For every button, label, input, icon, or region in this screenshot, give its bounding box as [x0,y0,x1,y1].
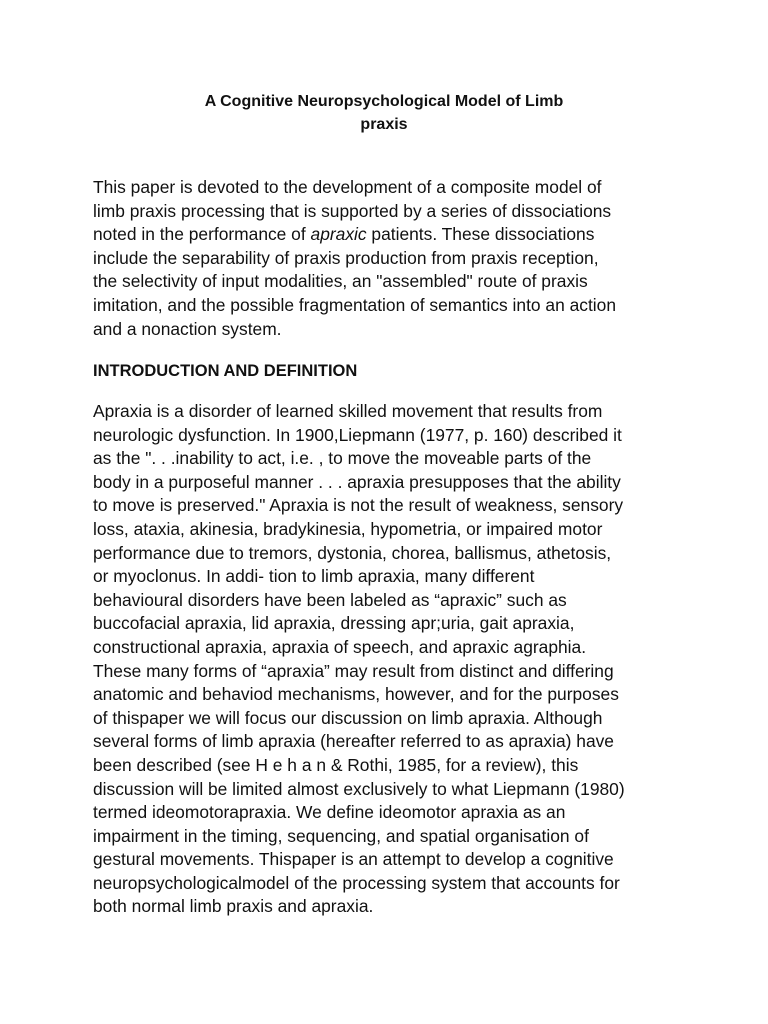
intro-line: performance due to tremors, dystonia, chorea, ballismus, athetosis, [93,542,612,563]
intro-line: neurologic dysfunction. In 1900,Liepmann (1977, p. 160) described it [93,424,622,445]
intro-line: of thispaper we will focus our discussion on limb apraxia. Although [93,707,603,728]
introduction-paragraph [93,400,683,919]
intro-line: been described (see H e h a n & Rothi, 1985, for a review), this [93,754,579,775]
abstract-line: the selectivity of input modalities, an "assembled" route of praxis [93,271,588,292]
intro-line: termed ideomotorapraxia. We define ideomotor apraxia as an [93,802,566,823]
intro-line: body in a purposeful manner . . . apraxia presupposes that the ability [93,471,621,492]
intro-line: as the ". . .inability to act, i.e. , to move the moveable parts of the [93,448,592,469]
abstract-line-3-end: patients. These dissociations [366,224,595,245]
intro-line: constructional apraxia, apraxia of speech, and apraxic agraphia. [93,636,587,657]
title-line-2: praxis [360,116,408,133]
intro-line: neuropsychologicalmodel of the processing system that accounts for [93,872,620,893]
intro-line: Apraxia is a disorder of learned skilled movement that results from [93,401,603,421]
intro-line: impairment in the timing, sequencing, and spatial organisation of [93,825,589,846]
section-heading: INTRODUCTION AND DEFINITION [93,362,358,380]
intro-line: several forms of limb apraxia (hereafter referred to as apraxia) have [93,731,614,752]
abstract-line: imitation, and the possible fragmentation of semantics into an action [93,294,616,315]
abstract-line-with-italic [93,223,683,247]
abstract-italic-term: apraxic [310,224,367,245]
intro-line: anatomic and behaviod mechanisms, however, and for the purposes [93,684,619,705]
document-title [0,90,768,136]
intro-line: both normal limb praxis and apraxia. [93,896,374,917]
intro-line: or myoclonus. In addi- tion to limb apraxia, many different [93,566,535,587]
intro-line: to move is preserved." Apraxia is not the result of weakness, sensory [93,495,624,516]
title-line-1: A Cognitive Neuropsychological Model of Limb [204,93,564,110]
intro-line: These many forms of “apraxia” may result from distinct and differing [93,660,614,681]
intro-line: buccofacial apraxia, lid apraxia, dressing apr;uria, gait apraxia, [93,613,575,634]
abstract-line-3-start: noted in the performance of [93,224,311,245]
abstract-paragraph [93,176,683,341]
abstract-line: include the separability of praxis production from praxis reception, [93,247,599,268]
intro-line: gestural movements. Thispaper is an attempt to develop a cognitive [93,849,614,870]
intro-line: behavioural disorders have been labeled as “apraxic” such as [93,589,567,610]
intro-line: discussion will be limited almost exclusively to what Liepmann (1980) [93,778,625,799]
intro-line: loss, ataxia, akinesia, bradykinesia, hypometria, or impaired motor [93,518,603,539]
abstract-line: limb praxis processing that is supported by a series of dissociations [93,200,612,221]
abstract-line: This paper is devoted to the development of a composite model of [93,177,602,197]
abstract-line: and a nonaction system. [93,318,282,339]
